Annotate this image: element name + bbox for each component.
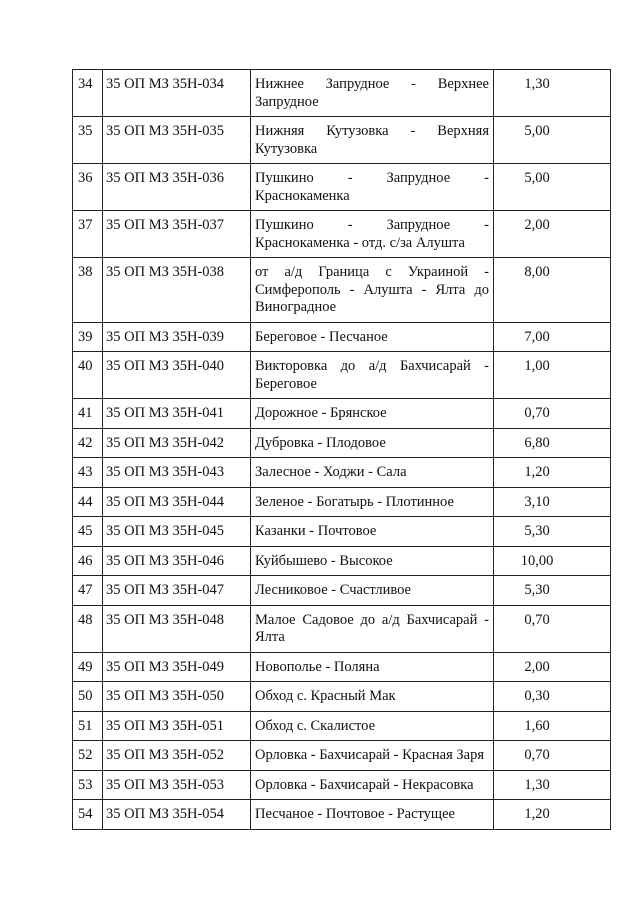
road-length-cell: 1,30 [494, 70, 611, 117]
table-row [73, 711, 611, 741]
road-name-cell: Малое Садовое до а/д Бахчисарай - Ялта [251, 605, 494, 652]
road-length-cell: 5,30 [494, 576, 611, 606]
table-row [73, 741, 611, 771]
road-length-cell: 5,30 [494, 517, 611, 547]
roads-table-body [73, 70, 611, 830]
road-code-cell: 35 ОП МЗ 35Н-038 [103, 258, 251, 323]
road-length-cell: 5,00 [494, 117, 611, 164]
table-row [73, 164, 611, 211]
road-code-cell: 35 ОП МЗ 35Н-042 [103, 428, 251, 458]
road-code-cell: 35 ОП МЗ 35Н-037 [103, 211, 251, 258]
table-row [73, 428, 611, 458]
road-name-cell: Куйбышево - Высокое [251, 546, 494, 576]
road-name-cell: Пушкино - Запрудное - Краснокаменка [251, 164, 494, 211]
road-length-cell: 1,20 [494, 800, 611, 830]
table-row [73, 211, 611, 258]
road-code-cell: 35 ОП МЗ 35Н-047 [103, 576, 251, 606]
road-name-cell: Орловка - Бахчисарай - Некрасовка [251, 770, 494, 800]
road-name-cell: Песчаное - Почтовое - Растущее [251, 800, 494, 830]
row-number-cell: 48 [73, 605, 103, 652]
row-number-cell: 46 [73, 546, 103, 576]
road-code-cell: 35 ОП МЗ 35Н-052 [103, 741, 251, 771]
road-length-cell: 0,70 [494, 605, 611, 652]
table-row [73, 546, 611, 576]
road-length-cell: 0,70 [494, 399, 611, 429]
row-number-cell: 44 [73, 487, 103, 517]
table-row [73, 682, 611, 712]
road-length-cell: 1,60 [494, 711, 611, 741]
road-name-cell: Залесное - Ходжи - Сала [251, 458, 494, 488]
row-number-cell: 45 [73, 517, 103, 547]
table-row [73, 70, 611, 117]
road-length-cell: 2,00 [494, 652, 611, 682]
table-row [73, 258, 611, 323]
road-code-cell: 35 ОП МЗ 35Н-053 [103, 770, 251, 800]
road-name-cell: Дубровка - Плодовое [251, 428, 494, 458]
road-code-cell: 35 ОП МЗ 35Н-039 [103, 322, 251, 352]
road-name-cell: Зеленое - Богатырь - Плотинное [251, 487, 494, 517]
road-code-cell: 35 ОП МЗ 35Н-041 [103, 399, 251, 429]
road-name-cell: от а/д Граница с Украиной - Симферополь - Алушта - Ялта до Виноградное [251, 258, 494, 323]
table-row [73, 576, 611, 606]
table-row [73, 652, 611, 682]
row-number-cell: 53 [73, 770, 103, 800]
road-name-cell: Обход с. Скалистое [251, 711, 494, 741]
road-name-cell: Викторовка до а/д Бахчисарай - Береговое [251, 352, 494, 399]
table-row [73, 517, 611, 547]
table-row [73, 770, 611, 800]
road-code-cell: 35 ОП МЗ 35Н-050 [103, 682, 251, 712]
road-name-cell: Нижнее Запрудное - Верхнее Запрудное [251, 70, 494, 117]
road-code-cell: 35 ОП МЗ 35Н-045 [103, 517, 251, 547]
row-number-cell: 54 [73, 800, 103, 830]
road-code-cell: 35 ОП МЗ 35Н-046 [103, 546, 251, 576]
roads-table [72, 69, 611, 830]
table-row [73, 399, 611, 429]
row-number-cell: 42 [73, 428, 103, 458]
road-code-cell: 35 ОП МЗ 35Н-036 [103, 164, 251, 211]
road-length-cell: 1,20 [494, 458, 611, 488]
row-number-cell: 43 [73, 458, 103, 488]
table-row [73, 487, 611, 517]
road-code-cell: 35 ОП МЗ 35Н-051 [103, 711, 251, 741]
road-code-cell: 35 ОП МЗ 35Н-054 [103, 800, 251, 830]
row-number-cell: 40 [73, 352, 103, 399]
road-code-cell: 35 ОП МЗ 35Н-049 [103, 652, 251, 682]
row-number-cell: 38 [73, 258, 103, 323]
table-row [73, 352, 611, 399]
road-length-cell: 8,00 [494, 258, 611, 323]
road-length-cell: 0,70 [494, 741, 611, 771]
road-length-cell: 5,00 [494, 164, 611, 211]
table-row [73, 458, 611, 488]
road-code-cell: 35 ОП МЗ 35Н-034 [103, 70, 251, 117]
road-length-cell: 1,30 [494, 770, 611, 800]
road-name-cell: Береговое - Песчаное [251, 322, 494, 352]
table-row [73, 800, 611, 830]
row-number-cell: 35 [73, 117, 103, 164]
road-name-cell: Дорожное - Брянское [251, 399, 494, 429]
row-number-cell: 47 [73, 576, 103, 606]
road-name-cell: Новополье - Поляна [251, 652, 494, 682]
road-code-cell: 35 ОП МЗ 35Н-040 [103, 352, 251, 399]
road-name-cell: Лесниковое - Счастливое [251, 576, 494, 606]
road-length-cell: 7,00 [494, 322, 611, 352]
row-number-cell: 39 [73, 322, 103, 352]
road-name-cell: Казанки - Почтовое [251, 517, 494, 547]
road-name-cell: Орловка - Бахчисарай - Красная Заря [251, 741, 494, 771]
road-length-cell: 3,10 [494, 487, 611, 517]
road-code-cell: 35 ОП МЗ 35Н-035 [103, 117, 251, 164]
road-length-cell: 2,00 [494, 211, 611, 258]
table-row [73, 117, 611, 164]
row-number-cell: 50 [73, 682, 103, 712]
road-name-cell: Обход с. Красный Мак [251, 682, 494, 712]
row-number-cell: 52 [73, 741, 103, 771]
row-number-cell: 37 [73, 211, 103, 258]
row-number-cell: 51 [73, 711, 103, 741]
row-number-cell: 41 [73, 399, 103, 429]
road-length-cell: 0,30 [494, 682, 611, 712]
row-number-cell: 36 [73, 164, 103, 211]
road-length-cell: 6,80 [494, 428, 611, 458]
road-code-cell: 35 ОП МЗ 35Н-043 [103, 458, 251, 488]
road-code-cell: 35 ОП МЗ 35Н-048 [103, 605, 251, 652]
road-length-cell: 10,00 [494, 546, 611, 576]
road-code-cell: 35 ОП МЗ 35Н-044 [103, 487, 251, 517]
table-row [73, 322, 611, 352]
road-length-cell: 1,00 [494, 352, 611, 399]
row-number-cell: 34 [73, 70, 103, 117]
row-number-cell: 49 [73, 652, 103, 682]
table-row [73, 605, 611, 652]
road-name-cell: Пушкино - Запрудное - Краснокаменка - отд. с/за Алушта [251, 211, 494, 258]
road-name-cell: Нижняя Кутузовка - Верхняя Кутузовка [251, 117, 494, 164]
